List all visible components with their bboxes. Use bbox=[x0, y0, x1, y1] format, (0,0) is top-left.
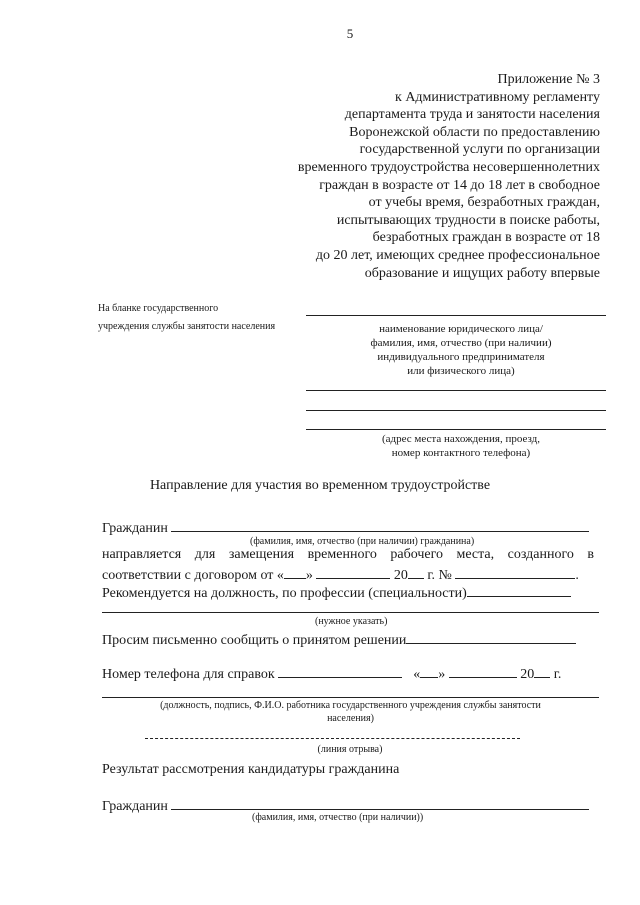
citizen2-label: Гражданин bbox=[102, 799, 168, 814]
directed-line: направляется для замещения временного рабочего места, созданного в bbox=[102, 547, 594, 562]
period: . bbox=[575, 568, 579, 583]
phone-field[interactable] bbox=[278, 664, 402, 678]
contract-year: 20 bbox=[393, 568, 408, 583]
cut-caption: (линия отрыва) bbox=[317, 744, 383, 755]
contract-year-field[interactable] bbox=[408, 565, 424, 579]
caption-line: номер контактного телефона) bbox=[391, 447, 531, 459]
address-caption bbox=[306, 432, 616, 460]
quote-close: » bbox=[438, 667, 446, 682]
appendix-line: безработных граждан в возрасте от 18 bbox=[372, 230, 600, 246]
phone-year-suffix: г. bbox=[553, 667, 562, 682]
caption-line: или физического лица) bbox=[407, 365, 515, 377]
decision-label: Просим письменно сообщить о принятом решении bbox=[102, 633, 407, 648]
recommend-row bbox=[102, 583, 571, 602]
citizen-label: Гражданин bbox=[102, 521, 168, 536]
page-number: 5 bbox=[346, 26, 354, 41]
profession-field[interactable] bbox=[467, 583, 571, 597]
appendix-line: государственной услуги по организации bbox=[359, 142, 600, 158]
official-signature-line bbox=[102, 697, 599, 698]
appendix-line: от учебы время, безработных граждан, bbox=[368, 195, 600, 211]
citizen2-name-field[interactable] bbox=[171, 796, 589, 810]
phone-year-field[interactable] bbox=[534, 664, 550, 678]
official-caption bbox=[102, 699, 599, 725]
appendix-line: к Административному регламенту bbox=[395, 89, 600, 105]
citizen-caption: (фамилия, имя, отчество (при наличии) гражданина) bbox=[250, 536, 475, 547]
caption-line: индивидуального предпринимателя bbox=[377, 351, 545, 363]
caption-line: (должность, подпись, Ф.И.О. работника государственного учреждения службы занятости bbox=[160, 700, 541, 711]
citizen2-caption: (фамилия, имя, отчество (при наличии)) bbox=[252, 812, 424, 823]
decision-field[interactable] bbox=[406, 630, 576, 644]
address-line-2 bbox=[306, 410, 606, 411]
contract-day-field[interactable] bbox=[284, 565, 306, 579]
blank-note-line: учреждения службы занятости населения bbox=[98, 321, 276, 332]
phone-year: 20 bbox=[520, 667, 535, 682]
contract-number-label: г. № bbox=[427, 568, 452, 583]
appendix-line: департамента труда и занятости населения bbox=[344, 107, 600, 123]
form-title: Направление для участия во временном трудоустройстве bbox=[149, 478, 491, 493]
profession-line-2 bbox=[102, 612, 599, 613]
appendix-header bbox=[298, 71, 600, 282]
specify-caption: (нужное указать) bbox=[315, 616, 388, 627]
recipient-name-line bbox=[306, 315, 606, 316]
contract-prefix: соответствии с договором от « bbox=[102, 568, 284, 583]
appendix-line: временного трудоустройства несовершеннолетних bbox=[297, 159, 600, 175]
appendix-line: образование и ищущих работу впервые bbox=[364, 265, 600, 281]
address-line-1 bbox=[306, 390, 606, 391]
caption-line: населения) bbox=[327, 713, 374, 724]
phone-label: Номер телефона для справок bbox=[102, 667, 275, 682]
appendix-line: Приложение № 3 bbox=[497, 72, 600, 87]
blank-note-line: На бланке государственного bbox=[98, 303, 219, 314]
contract-row bbox=[102, 565, 579, 584]
address-line-3 bbox=[306, 429, 606, 430]
appendix-line: Воронежской области по предоставлению bbox=[349, 124, 600, 140]
contract-number-field[interactable] bbox=[455, 565, 575, 579]
recommend-label: Рекомендуется на должность, по профессии (специальности) bbox=[102, 586, 467, 601]
contract-month-field[interactable] bbox=[316, 565, 390, 579]
result-label: Результат рассмотрения кандидатуры гражданина bbox=[102, 762, 400, 777]
appendix-line: испытывающих трудности в поиске работы, bbox=[336, 212, 600, 228]
appendix-line: до 20 лет, имеющих среднее профессиональное bbox=[315, 247, 600, 263]
quote-close: » bbox=[305, 568, 313, 583]
phone-month-field[interactable] bbox=[449, 664, 517, 678]
citizen-name-field[interactable] bbox=[171, 518, 589, 532]
phone-row bbox=[102, 664, 561, 683]
recipient-caption bbox=[306, 322, 616, 378]
citizen-row bbox=[102, 518, 589, 537]
tear-off-line bbox=[145, 738, 520, 739]
caption-line: наименование юридического лица/ bbox=[379, 323, 543, 335]
appendix-line: граждан в возрасте от 14 до 18 лет в свободное bbox=[319, 177, 600, 193]
decision-row bbox=[102, 630, 576, 649]
caption-line: фамилия, имя, отчество (при наличии) bbox=[370, 337, 552, 349]
caption-line: (адрес места нахождения, проезд, bbox=[381, 433, 541, 445]
quote-open: « bbox=[413, 667, 421, 682]
phone-day-field[interactable] bbox=[420, 664, 438, 678]
